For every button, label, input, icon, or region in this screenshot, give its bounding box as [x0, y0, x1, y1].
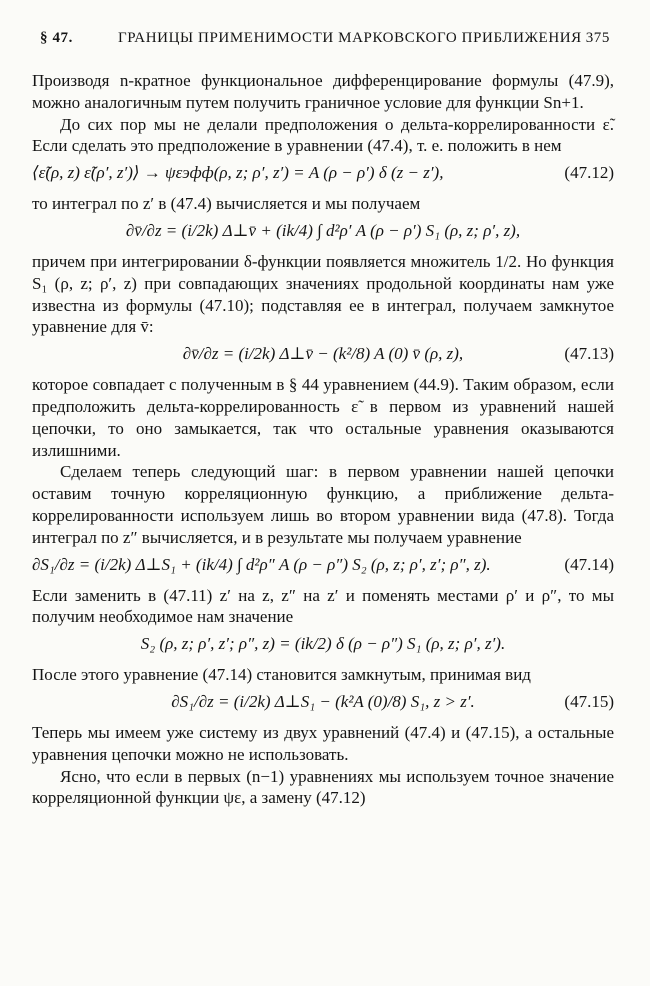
paragraph-10: Ясно, что если в первых (n−1) уравнениях мы используем точное значение корреляционной функции ψε, а замену (47.12) — [32, 766, 614, 808]
paragraph-8: После этого уравнение (47.14) становится замкнутым, принимая вид — [32, 665, 531, 685]
equation-number: (47.15) — [564, 691, 614, 711]
paragraph-2: До сих пор мы не делали предположения о дельта-коррелированности ε̃. Если сделать это предположение в уравнении (47.4), т. е. положить в нем — [32, 114, 614, 156]
equation-body: ⟨ε̃(ρ, z) ε̃(ρ′, z′)⟩ → ψεэфф(ρ, z; ρ′, z′) = A (ρ − ρ′) δ (z − z′), — [32, 163, 444, 183]
equation-integral-v — [32, 220, 614, 242]
paragraph-6: Сделаем теперь следующий шаг: в первом уравнении нашей цепочки оставим точную корреляционную функцию, а приближение дельта-коррелированности используем лишь во втором уравнении вида (47.8). Тогда интеграл по z″ вычисляется, и в результате мы получаем уравнение — [32, 462, 614, 547]
page-number: 375 — [585, 30, 610, 46]
equation-47-12 — [32, 162, 614, 184]
equation-number: (47.12) — [564, 163, 614, 183]
paragraph-1: Производя n-кратное функциональное дифференцирование формулы (47.9), можно аналогичным путем получить граничное условие для функции Sn+1. — [32, 71, 614, 112]
section-number: § 47. — [40, 30, 73, 46]
equation-47-13 — [32, 343, 614, 365]
equation-47-14 — [32, 554, 614, 576]
paragraph-7: Если заменить в (47.11) z′ на z, z″ на z′ и поменять местами ρ′ и ρ″, то мы получим необходимое нам значение — [32, 585, 614, 627]
paragraph-5: которое совпадает с полученным в § 44 уравнением (44.9). Таким образом, если предположить дельта-коррелированность ε̃ в первом из уравнений нашей цепочки, то оно замыкается, так что остальные уравнения оказываются излишними. — [32, 375, 614, 460]
paragraph-9: Теперь мы имеем уже систему из двух уравнений (47.4) и (47.15), а остальные уравнения цепочки можно не использовать. — [32, 722, 614, 764]
equation-47-15 — [32, 691, 614, 713]
equation-body: ∂S₁/∂z = (i/2k) Δ⊥S₁ − (k²A (0)/8) S₁, z > z′. — [171, 691, 475, 711]
equation-body: S₂ (ρ, z; ρ′, z′; ρ″, z) = (ik/2) δ (ρ − ρ″) S₁ (ρ, z; ρ′, z′). — [140, 634, 506, 654]
paragraph-4: причем при интегрировании δ-функции появляется множитель 1/2. Но функция S₁ (ρ, z; ρ′, z) при совпадающих значениях продольной координаты нам уже известна из формулы (47.10); подставляя ее в интеграл, получаем замкнутое уравнение для v̄: — [32, 251, 614, 337]
equation-body: ∂v̄/∂z = (i/2k) Δ⊥v̄ + (ik/4) ∫ d²ρ′ A (ρ − ρ′) S₁ (ρ, z; ρ′, z), — [125, 220, 521, 240]
equation-number: (47.14) — [564, 554, 614, 574]
chapter-title: ГРАНИЦЫ ПРИМЕНИМОСТИ МАРКОВСКОГО ПРИБЛИЖЕНИЯ — [118, 30, 582, 46]
equation-s2 — [32, 633, 614, 655]
page-body — [32, 70, 614, 809]
paragraph-3: то интеграл по z′ в (47.4) вычисляется и мы получаем — [32, 194, 421, 214]
equation-body: ∂S₁/∂z = (i/2k) Δ⊥S₁ + (ik/4) ∫ d²ρ″ A (ρ − ρ″) S₂ (ρ, z; ρ′, z′; ρ″, z). — [32, 554, 491, 574]
running-header — [40, 30, 610, 56]
equation-number: (47.13) — [564, 344, 614, 364]
equation-body: ∂v̄/∂z = (i/2k) Δ⊥v̄ − (k²/8) A (0) v̄ (ρ, z), — [182, 344, 464, 364]
